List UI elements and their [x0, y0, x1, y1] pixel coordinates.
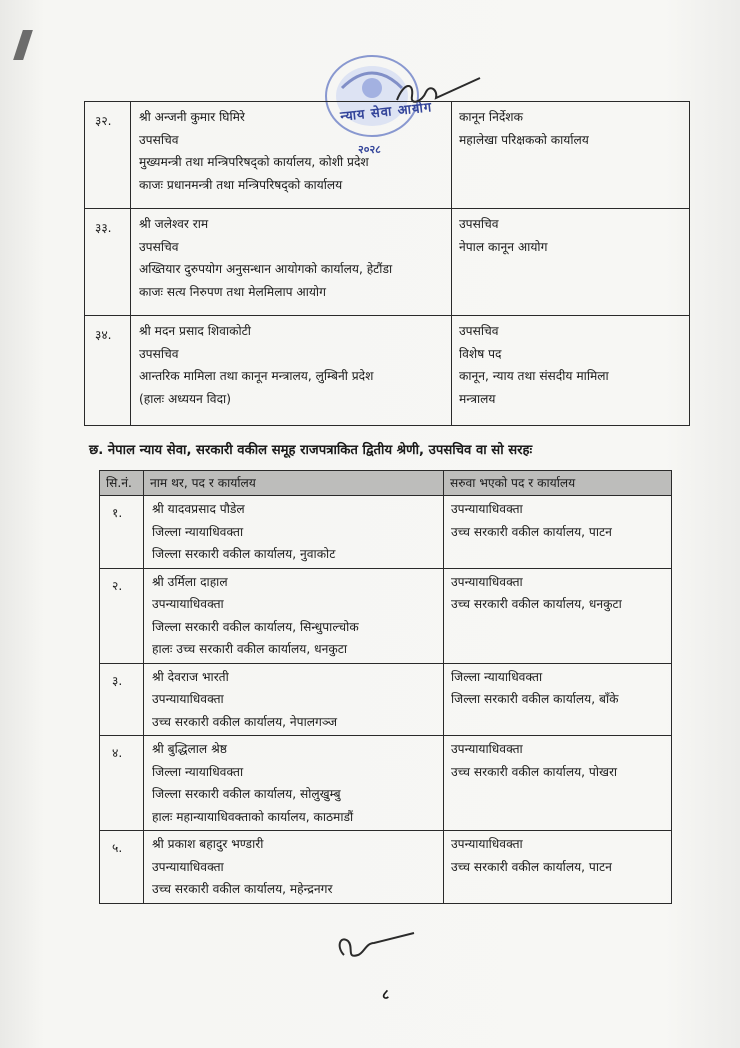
current-post-line: श्री देवराज भारती: [152, 669, 229, 684]
transferred-post-line: उपन्यायाधिवक्ता: [451, 502, 523, 516]
current-post-line: हालः उच्च सरकारी वकील कार्यालय, धनकुटा: [152, 642, 348, 656]
transferred-post-line: उपसचिव: [459, 217, 499, 231]
table-row: [85, 209, 690, 316]
transferred-post-line: उच्च सरकारी वकील कार्यालय, पोखरा: [451, 764, 618, 779]
serial-number: ३२.: [85, 102, 131, 209]
serial-number: ५.: [100, 831, 144, 904]
current-post-line: उपन्यायाधिवक्ता: [152, 597, 224, 611]
section-heading: छ. नेपाल न्याय सेवा, सरकारी वकील समूह राजपत्राकित द्वितीय श्रेणी, उपसचिव वा सो सरहः: [89, 443, 533, 458]
table-row: [85, 316, 690, 426]
transferred-post-line: कानून निर्देशक: [459, 110, 523, 124]
current-post-cell: [144, 831, 444, 904]
current-post-line: उपसचिव: [139, 239, 179, 254]
transferred-post-line: महालेखा परिक्षकको कार्यालय: [459, 132, 589, 147]
current-post-line: उच्च सरकारी वकील कार्यालय, नेपालगञ्ज: [152, 714, 337, 729]
current-post-line: (हालः अध्ययन विदा): [139, 391, 231, 406]
serial-number: ४.: [100, 736, 144, 831]
current-post-line: जिल्ला सरकारी वकील कार्यालय, सिन्धुपाल्चोक: [152, 619, 359, 634]
current-post-line: हालः महान्यायाधिवक्ताको कार्यालय, काठमाडौं: [152, 809, 354, 824]
current-post-cell: [131, 316, 452, 426]
current-post-line: उपन्यायाधिवक्ता: [152, 692, 224, 706]
transferred-post-cell: [452, 316, 690, 426]
transferred-post-line: उपन्यायाधिवक्ता: [451, 837, 523, 851]
transferred-post-line: जिल्ला सरकारी वकील कार्यालय, बाँके: [451, 692, 619, 706]
transferred-post-cell: [444, 831, 672, 904]
table-row: [100, 663, 672, 736]
table-row: [85, 102, 690, 209]
transferred-post-line: उपसचिव: [459, 324, 499, 338]
table-header-row: [100, 471, 672, 496]
current-post-line: श्री जलेश्वर राम: [139, 217, 209, 231]
serial-number: १.: [100, 496, 144, 569]
transferred-post-line: मन्त्रालय: [459, 391, 496, 406]
header-transferred-post-office: सरुवा भएको पद र कार्यालय: [444, 471, 672, 496]
transferred-post-line: नेपाल कानून आयोग: [459, 239, 548, 254]
transferred-post-line: कानून, न्याय तथा संसदीय मामिला: [459, 369, 609, 383]
current-post-cell: [144, 736, 444, 831]
current-post-line: जिल्ला सरकारी वकील कार्यालय, नुवाकोट: [152, 547, 336, 561]
seal-text: न्याय सेवा आयोग: [339, 100, 433, 125]
transferred-post-cell: [444, 736, 672, 831]
current-post-line: उपन्यायाधिवक्ता: [152, 859, 224, 874]
current-post-line: श्री यादवप्रसाद पौडेल: [152, 502, 245, 516]
transferred-post-cell: [444, 568, 672, 663]
current-post-cell: [144, 496, 444, 569]
current-post-line: उपसचिव: [139, 132, 179, 147]
transferred-post-line: जिल्ला न्यायाधिवक्ता: [451, 669, 543, 684]
current-post-line: काजः सत्य निरुपण तथा मेलमिलाप आयोग: [139, 284, 326, 299]
signature-bottom: [330, 925, 420, 965]
page-number: ८: [382, 987, 390, 1003]
current-post-line: श्री अन्जनी कुमार घिमिरे: [139, 110, 245, 124]
header-name-post-office: नाम थर, पद र कार्यालय: [144, 471, 444, 496]
current-post-line: जिल्ला सरकारी वकील कार्यालय, सोलुखुम्बु: [152, 787, 341, 801]
current-post-line: श्री उर्मिला दाहाल: [152, 574, 228, 589]
serial-number: २.: [100, 568, 144, 663]
transfer-table-government-attorney: [99, 470, 672, 904]
serial-number: ३४.: [85, 316, 131, 426]
transferred-post-line: उपन्यायाधिवक्ता: [451, 574, 523, 589]
table-row: [100, 496, 672, 569]
transferred-post-line: उपन्यायाधिवक्ता: [451, 742, 523, 756]
transferred-post-line: विशेष पद: [459, 346, 502, 361]
current-post-line: उच्च सरकारी वकील कार्यालय, महेन्द्रनगर: [152, 882, 333, 896]
table-row: [100, 831, 672, 904]
current-post-line: जिल्ला न्यायाधिवक्ता: [152, 524, 244, 539]
serial-number: ३३.: [85, 209, 131, 316]
header-serial: सि.नं.: [100, 471, 144, 496]
current-post-line: उपसचिव: [139, 346, 179, 361]
current-post-line: जिल्ला न्यायाधिवक्ता: [152, 764, 244, 779]
serial-number: ३.: [100, 663, 144, 736]
transferred-post-cell: [452, 102, 690, 209]
current-post-line: काजः प्रधानमन्त्री तथा मन्त्रिपरिषद्को कार्यालय: [139, 177, 343, 192]
transferred-post-cell: [444, 496, 672, 569]
current-post-cell: [131, 209, 452, 316]
current-post-cell: [131, 102, 452, 209]
transferred-post-cell: [452, 209, 690, 316]
scan-corner-mark: [13, 30, 33, 60]
table-row: [100, 568, 672, 663]
transferred-post-line: उच्च सरकारी वकील कार्यालय, धनकुटा: [451, 597, 622, 611]
current-post-line: श्री बुद्धिलाल श्रेष्ठ: [152, 742, 227, 756]
seal-year: २०२८: [358, 143, 381, 156]
current-post-line: अख्तियार दुरुपयोग अनुसन्धान आयोगको कार्यालय, हेटौंडा: [139, 262, 393, 276]
transfer-table-continued: [84, 101, 690, 426]
current-post-line: आन्तरिक मामिला तथा कानून मन्त्रालय, लुम्बिनी प्रदेश: [139, 369, 374, 383]
current-post-line: मुख्यमन्त्री तथा मन्त्रिपरिषद्को कार्यालय, कोशी प्रदेश: [139, 155, 369, 169]
transferred-post-cell: [444, 663, 672, 736]
current-post-cell: [144, 663, 444, 736]
transferred-post-line: उच्च सरकारी वकील कार्यालय, पाटन: [451, 859, 612, 874]
current-post-cell: [144, 568, 444, 663]
table-row: [100, 736, 672, 831]
current-post-line: श्री प्रकाश बहादुर भण्डारी: [152, 837, 264, 851]
current-post-line: श्री मदन प्रसाद शिवाकोटी: [139, 324, 251, 338]
transferred-post-line: उच्च सरकारी वकील कार्यालय, पाटन: [451, 524, 612, 539]
